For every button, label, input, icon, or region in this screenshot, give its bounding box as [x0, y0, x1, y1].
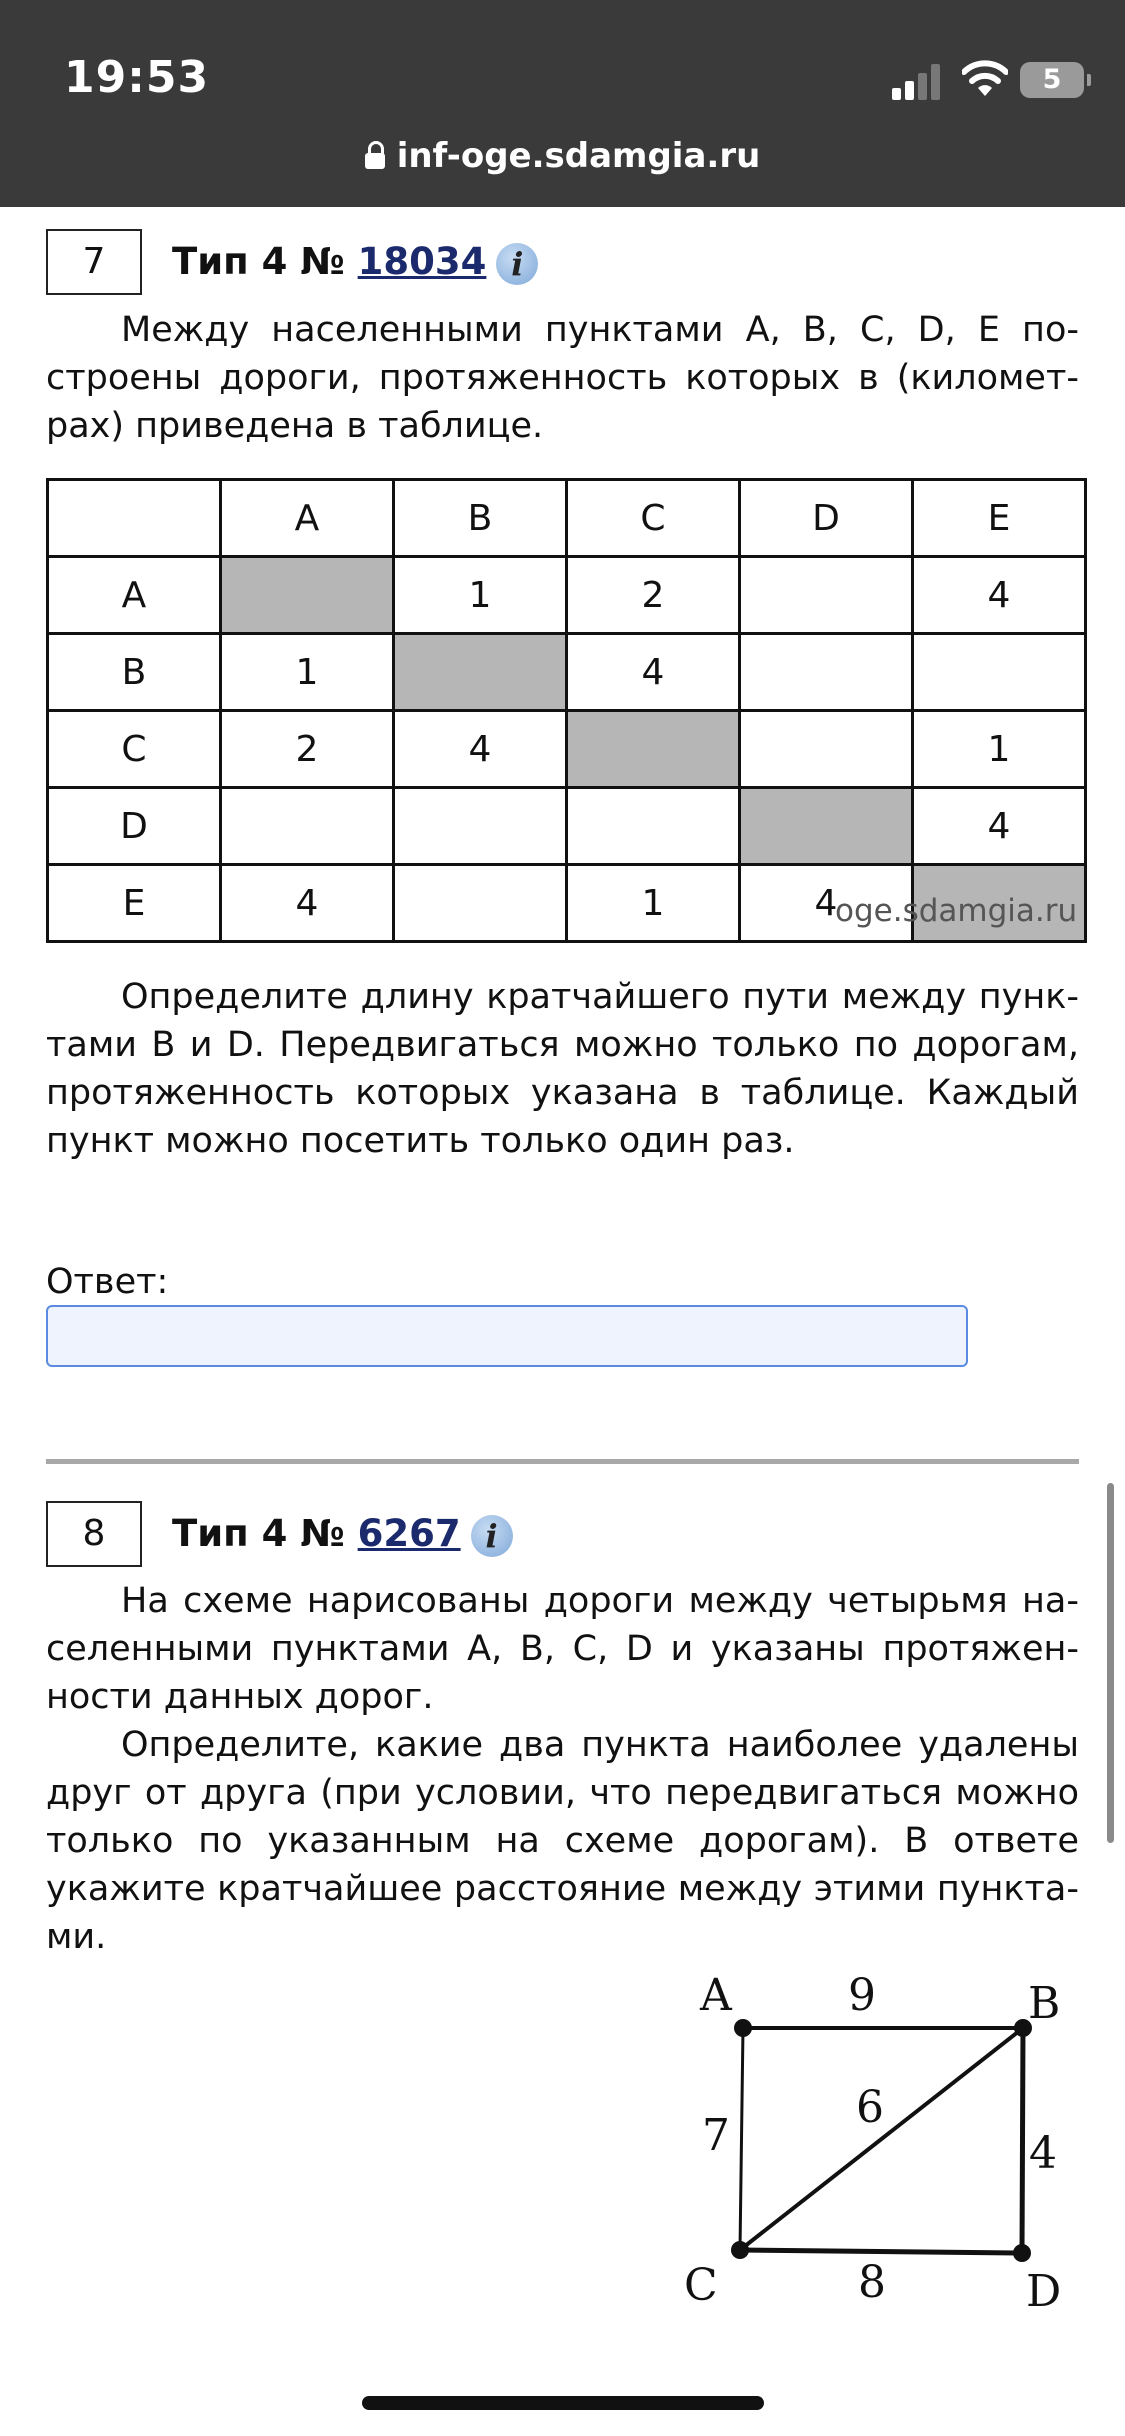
table-header-cell: C — [567, 480, 740, 557]
table-cell — [394, 634, 567, 711]
edge-label-a-c: 7 — [702, 2110, 730, 2161]
problem-title — [172, 240, 538, 285]
url-text: inf-oge.sdamgia.ru — [396, 136, 761, 176]
clock: 19:53 — [64, 52, 210, 103]
node-a — [734, 2019, 752, 2037]
table-cell: 4 — [394, 711, 567, 788]
table-cell — [221, 557, 394, 634]
edge-label-c-d: 8 — [858, 2257, 886, 2308]
table-cell — [740, 711, 913, 788]
edge-label-a-b: 9 — [848, 1970, 876, 2021]
row-header-cell: A — [48, 557, 221, 634]
road-graph — [680, 1960, 1080, 2340]
table-header-row — [48, 480, 1086, 557]
table-cell — [221, 788, 394, 865]
table-header-cell: E — [913, 480, 1086, 557]
table-cell — [567, 711, 740, 788]
table-row — [48, 788, 1086, 865]
row-header-cell: D — [48, 788, 221, 865]
wifi-icon — [962, 58, 1008, 98]
problem-type: Тип 4 № — [172, 240, 358, 283]
table-cell — [567, 788, 740, 865]
home-indicator[interactable] — [362, 2396, 764, 2410]
table-cell — [740, 557, 913, 634]
table-cell: 1 — [221, 634, 394, 711]
edge-a-c — [740, 2028, 743, 2250]
table-row — [48, 634, 1086, 711]
problem-type: Тип 4 № — [172, 1512, 358, 1555]
problem-text: Между населенными пунктами A, B, C, D, E построены дороги, протяженность которых в (километрах) приведена в таблице. — [46, 310, 1079, 446]
info-icon[interactable]: i — [471, 1515, 513, 1557]
problem-text: На схеме нарисованы дороги между четырьмя населенными пунктами A, B, C, D и указаны протяженности данных дорог. — [46, 1581, 1079, 1717]
address-bar[interactable] — [0, 136, 1125, 176]
node-label-d: D — [1026, 2266, 1062, 2317]
distance-table — [46, 478, 1087, 943]
table-cell: 1 — [567, 865, 740, 942]
row-header-cell: E — [48, 865, 221, 942]
divider — [46, 1459, 1079, 1464]
node-label-a: A — [700, 1970, 732, 2021]
node-d — [1013, 2244, 1031, 2262]
info-icon[interactable]: i — [496, 243, 538, 285]
watermark: oge.sdamgia.ru — [835, 893, 1078, 929]
cellular-signal-icon — [892, 62, 944, 100]
table-header-cell — [48, 480, 221, 557]
node-c — [731, 2241, 749, 2259]
problem-id-link[interactable]: 6267 — [357, 1512, 461, 1555]
lock-icon — [365, 153, 385, 169]
table-cell: 4 — [567, 634, 740, 711]
table-row — [48, 557, 1086, 634]
problem-id-link[interactable]: 18034 — [357, 240, 487, 283]
scrollbar[interactable] — [1107, 1483, 1114, 1843]
table-cell: 4 — [913, 788, 1086, 865]
table-cell: 1 — [394, 557, 567, 634]
table-row — [48, 711, 1086, 788]
problem-title — [172, 1512, 513, 1557]
table-cell — [394, 865, 567, 942]
problem-number-box: 8 — [46, 1501, 142, 1567]
table-cell: 2 — [567, 557, 740, 634]
node-label-c: C — [684, 2260, 718, 2311]
answer-input[interactable] — [46, 1305, 968, 1367]
answer-label: Ответ: — [46, 1262, 169, 1302]
battery-icon: 5 — [1020, 62, 1084, 98]
edge-label-b-c: 6 — [856, 2082, 884, 2133]
table-header-cell: A — [221, 480, 394, 557]
edge-b-d — [1022, 2028, 1023, 2253]
node-label-b: B — [1028, 1978, 1061, 2029]
table-cell — [740, 634, 913, 711]
table-cell — [394, 788, 567, 865]
table-cell: 2 — [221, 711, 394, 788]
row-header-cell: B — [48, 634, 221, 711]
table-cell: 4 — [221, 865, 394, 942]
table-cell: 4 — [913, 557, 1086, 634]
table-cell — [913, 634, 1086, 711]
edge-label-b-d: 4 — [1029, 2128, 1057, 2179]
table-cell — [740, 788, 913, 865]
question-text: Определите длину кратчайшего пути между пунктами B и D. Передвигаться можно только по дорогам, протяженность которых указана в таблице. Каждый пункт можно посетить только один раз. — [46, 977, 1079, 1161]
status-bar — [0, 0, 1125, 207]
edge-b-c — [740, 2028, 1023, 2250]
problem-question: Определите, какие два пункта наиболее удалены друг от друга (при условии, что передвигаться можно только по указанным на схеме дорогам). В ответе укажите кратчайшее расстояние между этими пунктами. — [46, 1725, 1079, 1957]
table-header-cell: D — [740, 480, 913, 557]
table-cell: 4 — [740, 865, 913, 942]
problem-number-box: 7 — [46, 229, 142, 295]
edge-c-d — [740, 2250, 1022, 2253]
table-cell: 1 — [913, 711, 1086, 788]
row-header-cell: C — [48, 711, 221, 788]
table-header-cell: B — [394, 480, 567, 557]
